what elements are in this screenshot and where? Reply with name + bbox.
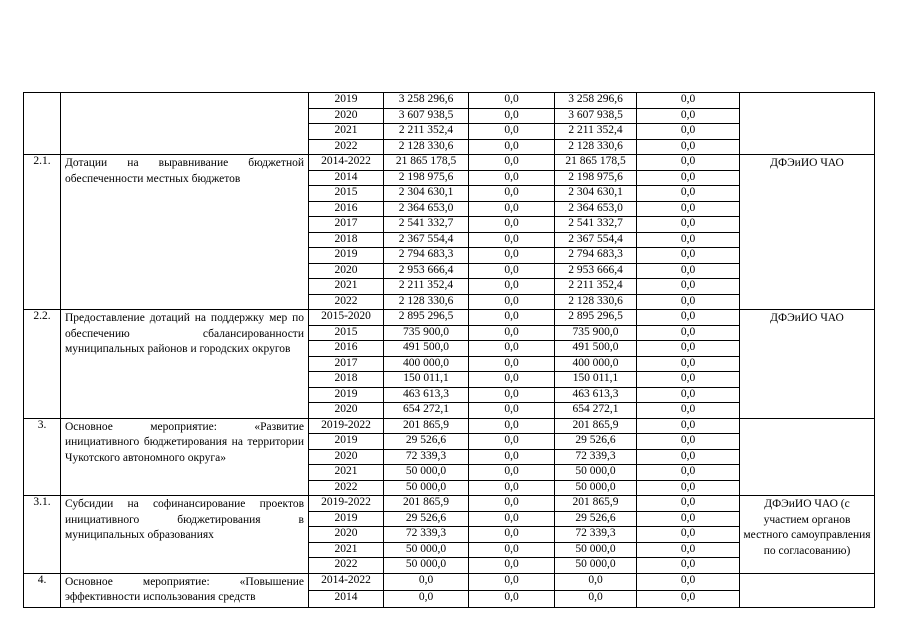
regional-cell: 29 526,6 bbox=[555, 511, 637, 527]
total-cell: 3 607 938,5 bbox=[384, 108, 469, 124]
federal-cell: 0,0 bbox=[469, 263, 555, 279]
regional-cell: 21 865 178,5 bbox=[555, 155, 637, 171]
other-cell: 0,0 bbox=[637, 558, 740, 574]
other-cell: 0,0 bbox=[637, 496, 740, 512]
regional-cell: 3 607 938,5 bbox=[555, 108, 637, 124]
table-body bbox=[24, 93, 875, 608]
regional-cell: 463 613,3 bbox=[555, 387, 637, 403]
item-number: 3. bbox=[24, 418, 61, 496]
federal-cell: 0,0 bbox=[469, 341, 555, 357]
regional-cell: 72 339,3 bbox=[555, 449, 637, 465]
other-cell: 0,0 bbox=[637, 155, 740, 171]
total-cell: 2 128 330,6 bbox=[384, 139, 469, 155]
responsible-executor: ДФЭиИО ЧАО (с участием органов местного самоуправления по согласованию) bbox=[740, 496, 875, 574]
item-number: 3.1. bbox=[24, 496, 61, 574]
other-cell: 0,0 bbox=[637, 139, 740, 155]
total-cell: 50 000,0 bbox=[384, 465, 469, 481]
federal-cell: 0,0 bbox=[469, 186, 555, 202]
other-cell: 0,0 bbox=[637, 310, 740, 326]
period-cell: 2019 bbox=[309, 93, 384, 109]
federal-cell: 0,0 bbox=[469, 217, 555, 233]
federal-cell: 0,0 bbox=[469, 496, 555, 512]
total-cell: 2 198 975,6 bbox=[384, 170, 469, 186]
table-row bbox=[24, 573, 875, 590]
period-cell: 2020 bbox=[309, 403, 384, 419]
table-row bbox=[24, 496, 875, 512]
regional-cell: 0,0 bbox=[555, 590, 637, 607]
item-description: Субсидии на софинансирование проектов инициативного бюджетирования в муниципальных образованиях bbox=[61, 496, 309, 574]
period-cell: 2020 bbox=[309, 108, 384, 124]
regional-cell: 2 541 332,7 bbox=[555, 217, 637, 233]
federal-cell: 0,0 bbox=[469, 93, 555, 109]
regional-cell: 201 865,9 bbox=[555, 496, 637, 512]
other-cell: 0,0 bbox=[637, 93, 740, 109]
regional-cell: 201 865,9 bbox=[555, 418, 637, 434]
period-cell: 2021 bbox=[309, 542, 384, 558]
regional-cell: 2 128 330,6 bbox=[555, 139, 637, 155]
financing-table bbox=[23, 92, 875, 608]
item-description: Основное мероприятие: «Развитие инициативного бюджетирования на территории Чукотского автономного округа» bbox=[61, 418, 309, 496]
period-cell: 2020 bbox=[309, 263, 384, 279]
regional-cell: 2 953 666,4 bbox=[555, 263, 637, 279]
federal-cell: 0,0 bbox=[469, 527, 555, 543]
total-cell: 2 128 330,6 bbox=[384, 294, 469, 310]
regional-cell: 2 211 352,4 bbox=[555, 124, 637, 140]
regional-cell: 50 000,0 bbox=[555, 480, 637, 496]
period-cell: 2020 bbox=[309, 527, 384, 543]
total-cell: 2 304 630,1 bbox=[384, 186, 469, 202]
federal-cell: 0,0 bbox=[469, 573, 555, 590]
total-cell: 72 339,3 bbox=[384, 449, 469, 465]
period-cell: 2017 bbox=[309, 217, 384, 233]
federal-cell: 0,0 bbox=[469, 511, 555, 527]
item-number bbox=[24, 93, 61, 155]
other-cell: 0,0 bbox=[637, 434, 740, 450]
item-description: Дотации на выравнивание бюджетной обеспеченности местных бюджетов bbox=[61, 155, 309, 310]
item-number: 4. bbox=[24, 573, 61, 607]
federal-cell: 0,0 bbox=[469, 201, 555, 217]
federal-cell: 0,0 bbox=[469, 558, 555, 574]
federal-cell: 0,0 bbox=[469, 449, 555, 465]
item-number: 2.2. bbox=[24, 310, 61, 419]
period-cell: 2014-2022 bbox=[309, 573, 384, 590]
table-row bbox=[24, 93, 875, 109]
total-cell: 29 526,6 bbox=[384, 434, 469, 450]
federal-cell: 0,0 bbox=[469, 124, 555, 140]
period-cell: 2019 bbox=[309, 387, 384, 403]
total-cell: 50 000,0 bbox=[384, 558, 469, 574]
period-cell: 2014 bbox=[309, 590, 384, 607]
federal-cell: 0,0 bbox=[469, 310, 555, 326]
federal-cell: 0,0 bbox=[469, 325, 555, 341]
regional-cell: 50 000,0 bbox=[555, 558, 637, 574]
responsible-executor bbox=[740, 573, 875, 607]
other-cell: 0,0 bbox=[637, 542, 740, 558]
total-cell: 2 364 653,0 bbox=[384, 201, 469, 217]
total-cell: 2 211 352,4 bbox=[384, 124, 469, 140]
period-cell: 2019-2022 bbox=[309, 418, 384, 434]
period-cell: 2015 bbox=[309, 186, 384, 202]
federal-cell: 0,0 bbox=[469, 434, 555, 450]
regional-cell: 400 000,0 bbox=[555, 356, 637, 372]
other-cell: 0,0 bbox=[637, 356, 740, 372]
total-cell: 2 794 683,3 bbox=[384, 248, 469, 264]
responsible-executor bbox=[740, 418, 875, 496]
period-cell: 2019 bbox=[309, 511, 384, 527]
federal-cell: 0,0 bbox=[469, 480, 555, 496]
table-row bbox=[24, 155, 875, 171]
other-cell: 0,0 bbox=[637, 124, 740, 140]
other-cell: 0,0 bbox=[637, 527, 740, 543]
period-cell: 2019 bbox=[309, 248, 384, 264]
other-cell: 0,0 bbox=[637, 480, 740, 496]
total-cell: 463 613,3 bbox=[384, 387, 469, 403]
total-cell: 29 526,6 bbox=[384, 511, 469, 527]
federal-cell: 0,0 bbox=[469, 248, 555, 264]
item-description: Предоставление дотаций на поддержку мер по обеспечению сбалансированности муниципальных районов и городских округов bbox=[61, 310, 309, 419]
total-cell: 0,0 bbox=[384, 573, 469, 590]
other-cell: 0,0 bbox=[637, 217, 740, 233]
other-cell: 0,0 bbox=[637, 294, 740, 310]
federal-cell: 0,0 bbox=[469, 356, 555, 372]
total-cell: 2 367 554,4 bbox=[384, 232, 469, 248]
regional-cell: 50 000,0 bbox=[555, 465, 637, 481]
total-cell: 735 900,0 bbox=[384, 325, 469, 341]
period-cell: 2021 bbox=[309, 279, 384, 295]
period-cell: 2016 bbox=[309, 201, 384, 217]
regional-cell: 50 000,0 bbox=[555, 542, 637, 558]
regional-cell: 0,0 bbox=[555, 573, 637, 590]
table-row bbox=[24, 418, 875, 434]
total-cell: 2 541 332,7 bbox=[384, 217, 469, 233]
total-cell: 3 258 296,6 bbox=[384, 93, 469, 109]
total-cell: 201 865,9 bbox=[384, 418, 469, 434]
other-cell: 0,0 bbox=[637, 201, 740, 217]
federal-cell: 0,0 bbox=[469, 465, 555, 481]
other-cell: 0,0 bbox=[637, 325, 740, 341]
regional-cell: 2 794 683,3 bbox=[555, 248, 637, 264]
period-cell: 2022 bbox=[309, 480, 384, 496]
federal-cell: 0,0 bbox=[469, 590, 555, 607]
responsible-executor bbox=[740, 93, 875, 155]
regional-cell: 2 364 653,0 bbox=[555, 201, 637, 217]
period-cell: 2015 bbox=[309, 325, 384, 341]
total-cell: 2 211 352,4 bbox=[384, 279, 469, 295]
federal-cell: 0,0 bbox=[469, 387, 555, 403]
responsible-executor: ДФЭиИО ЧАО bbox=[740, 310, 875, 419]
federal-cell: 0,0 bbox=[469, 232, 555, 248]
period-cell: 2021 bbox=[309, 124, 384, 140]
total-cell: 400 000,0 bbox=[384, 356, 469, 372]
period-cell: 2016 bbox=[309, 341, 384, 357]
total-cell: 2 895 296,5 bbox=[384, 310, 469, 326]
federal-cell: 0,0 bbox=[469, 155, 555, 171]
total-cell: 50 000,0 bbox=[384, 480, 469, 496]
other-cell: 0,0 bbox=[637, 465, 740, 481]
regional-cell: 491 500,0 bbox=[555, 341, 637, 357]
federal-cell: 0,0 bbox=[469, 372, 555, 388]
federal-cell: 0,0 bbox=[469, 418, 555, 434]
period-cell: 2017 bbox=[309, 356, 384, 372]
table-row bbox=[24, 310, 875, 326]
period-cell: 2020 bbox=[309, 449, 384, 465]
period-cell: 2018 bbox=[309, 232, 384, 248]
responsible-executor: ДФЭиИО ЧАО bbox=[740, 155, 875, 310]
other-cell: 0,0 bbox=[637, 186, 740, 202]
period-cell: 2018 bbox=[309, 372, 384, 388]
other-cell: 0,0 bbox=[637, 170, 740, 186]
total-cell: 50 000,0 bbox=[384, 542, 469, 558]
total-cell: 491 500,0 bbox=[384, 341, 469, 357]
federal-cell: 0,0 bbox=[469, 108, 555, 124]
federal-cell: 0,0 bbox=[469, 403, 555, 419]
item-description: Основное мероприятие: «Повышение эффективности использования средств bbox=[61, 573, 309, 607]
regional-cell: 654 272,1 bbox=[555, 403, 637, 419]
federal-cell: 0,0 bbox=[469, 139, 555, 155]
regional-cell: 2 895 296,5 bbox=[555, 310, 637, 326]
other-cell: 0,0 bbox=[637, 263, 740, 279]
other-cell: 0,0 bbox=[637, 573, 740, 590]
other-cell: 0,0 bbox=[637, 449, 740, 465]
total-cell: 2 953 666,4 bbox=[384, 263, 469, 279]
federal-cell: 0,0 bbox=[469, 170, 555, 186]
other-cell: 0,0 bbox=[637, 232, 740, 248]
period-cell: 2015-2020 bbox=[309, 310, 384, 326]
regional-cell: 3 258 296,6 bbox=[555, 93, 637, 109]
period-cell: 2021 bbox=[309, 465, 384, 481]
period-cell: 2019 bbox=[309, 434, 384, 450]
total-cell: 654 272,1 bbox=[384, 403, 469, 419]
period-cell: 2022 bbox=[309, 294, 384, 310]
other-cell: 0,0 bbox=[637, 511, 740, 527]
total-cell: 21 865 178,5 bbox=[384, 155, 469, 171]
total-cell: 150 011,1 bbox=[384, 372, 469, 388]
other-cell: 0,0 bbox=[637, 418, 740, 434]
regional-cell: 2 367 554,4 bbox=[555, 232, 637, 248]
regional-cell: 2 198 975,6 bbox=[555, 170, 637, 186]
period-cell: 2022 bbox=[309, 139, 384, 155]
period-cell: 2022 bbox=[309, 558, 384, 574]
period-cell: 2014 bbox=[309, 170, 384, 186]
period-cell: 2019-2022 bbox=[309, 496, 384, 512]
other-cell: 0,0 bbox=[637, 341, 740, 357]
federal-cell: 0,0 bbox=[469, 279, 555, 295]
other-cell: 0,0 bbox=[637, 279, 740, 295]
other-cell: 0,0 bbox=[637, 590, 740, 607]
regional-cell: 72 339,3 bbox=[555, 527, 637, 543]
other-cell: 0,0 bbox=[637, 403, 740, 419]
federal-cell: 0,0 bbox=[469, 294, 555, 310]
regional-cell: 29 526,6 bbox=[555, 434, 637, 450]
other-cell: 0,0 bbox=[637, 372, 740, 388]
total-cell: 201 865,9 bbox=[384, 496, 469, 512]
other-cell: 0,0 bbox=[637, 108, 740, 124]
other-cell: 0,0 bbox=[637, 248, 740, 264]
regional-cell: 150 011,1 bbox=[555, 372, 637, 388]
other-cell: 0,0 bbox=[637, 387, 740, 403]
regional-cell: 2 211 352,4 bbox=[555, 279, 637, 295]
period-cell: 2014-2022 bbox=[309, 155, 384, 171]
item-description bbox=[61, 93, 309, 155]
regional-cell: 2 304 630,1 bbox=[555, 186, 637, 202]
item-number: 2.1. bbox=[24, 155, 61, 310]
regional-cell: 735 900,0 bbox=[555, 325, 637, 341]
total-cell: 0,0 bbox=[384, 590, 469, 607]
federal-cell: 0,0 bbox=[469, 542, 555, 558]
regional-cell: 2 128 330,6 bbox=[555, 294, 637, 310]
total-cell: 72 339,3 bbox=[384, 527, 469, 543]
